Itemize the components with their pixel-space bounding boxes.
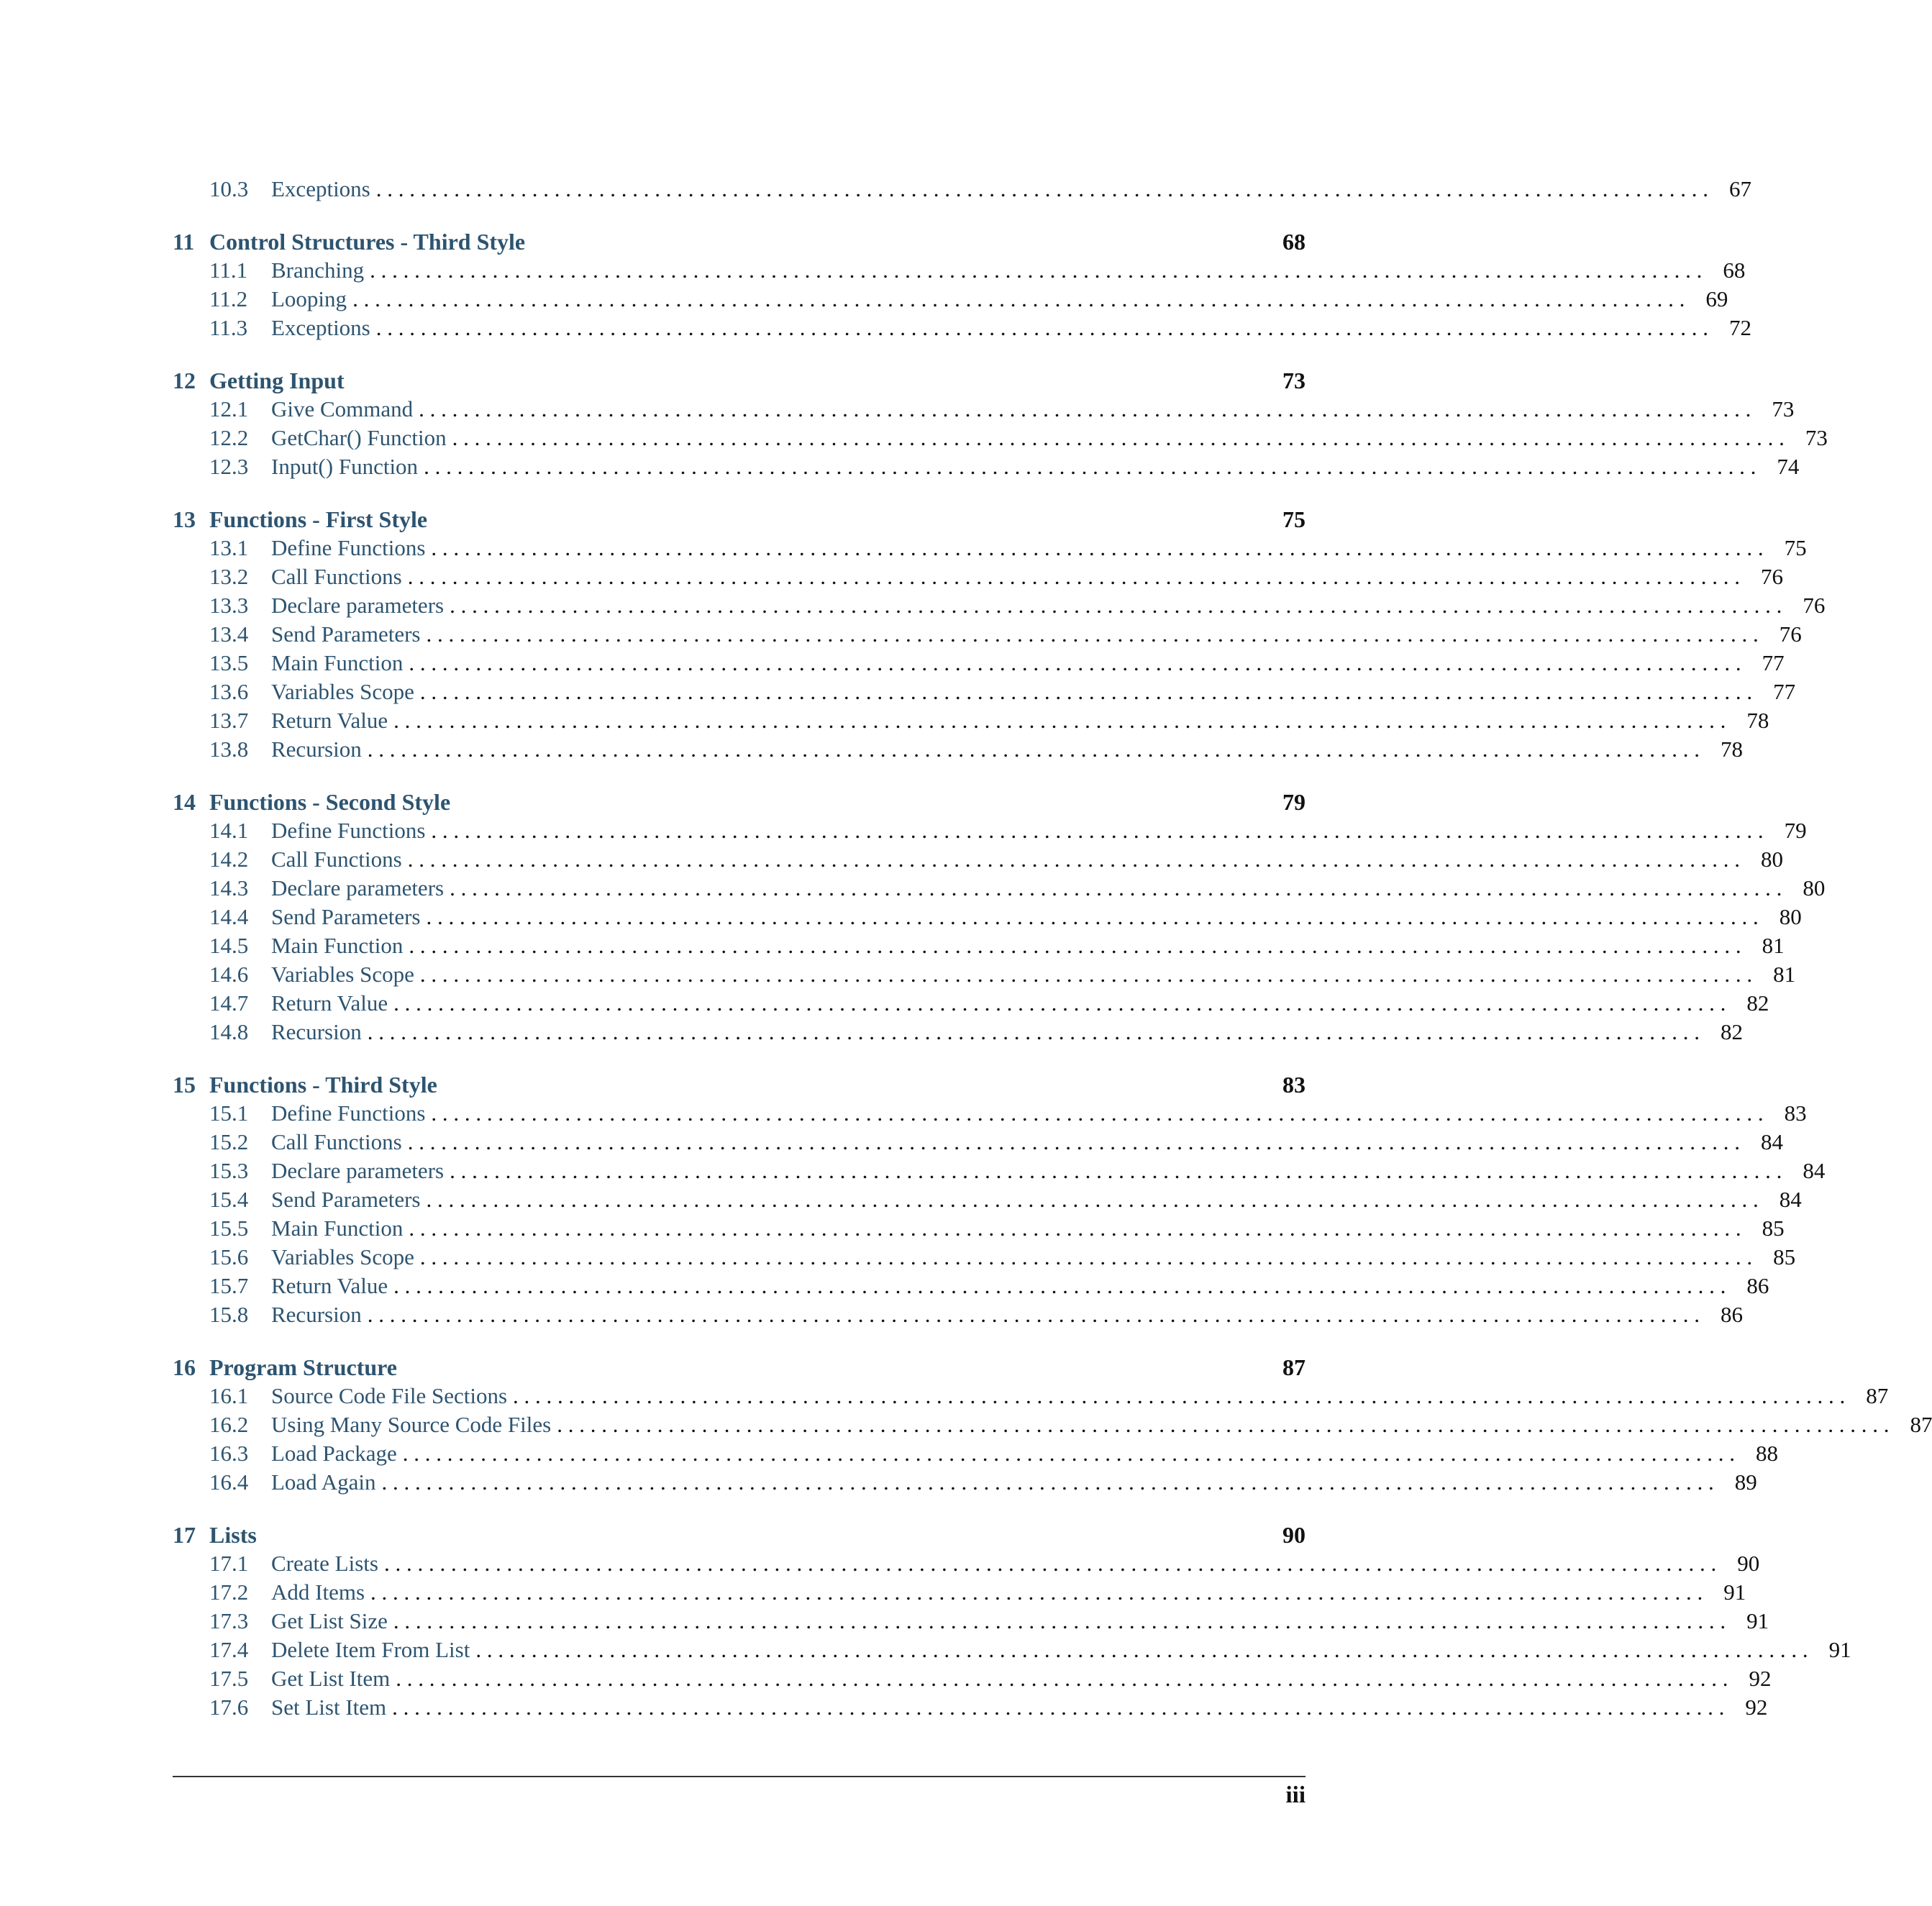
page-number-ref: 72 <box>1729 315 1751 340</box>
section-number[interactable]: 17.4 <box>209 1637 249 1662</box>
page-number-ref: 83 <box>1784 1100 1807 1126</box>
toc-section-entry[interactable] <box>173 816 1807 845</box>
page-number-ref: 88 <box>1755 1441 1778 1466</box>
section-number[interactable]: 13.7 <box>209 708 249 733</box>
section-title-link[interactable]: Declare parameters <box>271 593 445 618</box>
section-title-link[interactable]: Recursion <box>271 737 362 762</box>
section-number[interactable]: 11.3 <box>209 315 248 340</box>
page-number-ref: 85 <box>1762 1216 1785 1241</box>
page-number-ref: 77 <box>1773 679 1796 704</box>
section-title-link[interactable]: Create Lists <box>271 1551 378 1576</box>
section-title-link[interactable]: Set List Item <box>271 1695 387 1720</box>
toc-section-entry[interactable] <box>173 649 1785 678</box>
page-number-ref: 91 <box>1828 1637 1851 1662</box>
page-number: iii <box>1285 1782 1306 1808</box>
section-number[interactable]: 15.6 <box>209 1244 249 1269</box>
section-title-link[interactable]: Source Code File Sections <box>271 1383 508 1408</box>
toc-section-entry[interactable] <box>173 1185 1802 1214</box>
dot-leader: . . . . . . . . . . . . . . . . . . . . . . . . . . . . . . . . . . . . . . . . . . . . . . . . . . . . . . . . . . . . . . . . . . . . . . . . . . . . . . . . . . . . . . . . . . . . . . . . . . . . . . . . . . . . . . . . . . . . . . . . <box>409 1216 1741 1241</box>
section-title-link[interactable]: Load Package <box>271 1441 397 1466</box>
section-number[interactable]: 14.5 <box>209 933 249 958</box>
section-title-link[interactable]: Declare parameters <box>271 875 445 900</box>
section-number[interactable]: 16.3 <box>209 1441 249 1466</box>
toc-section-entry[interactable] <box>173 931 1785 960</box>
section-number[interactable]: 14.8 <box>209 1019 249 1044</box>
chapter-number[interactable]: 12 <box>173 368 196 393</box>
page-number-ref: 90 <box>1737 1551 1760 1576</box>
page-number-ref: 76 <box>1779 621 1802 647</box>
section-number[interactable]: 13.2 <box>209 564 249 589</box>
section-title-link[interactable]: Recursion <box>271 1302 362 1327</box>
section-number[interactable]: 15.7 <box>209 1273 249 1298</box>
section-number[interactable]: 11.1 <box>209 257 248 283</box>
section-title-link[interactable]: Send Parameters <box>271 1187 421 1212</box>
dot-leader: . . . . . . . . . . . . . . . . . . . . . . . . . . . . . . . . . . . . . . . . . . . . . . . . . . . . . . . . . . . . . . . . . . . . . . . . . . . . . . . . . . . . . . . . . . . . . . . . . . . . . . . . . . . . . . . . . . . . . . . . <box>407 1129 1740 1154</box>
page-number-ref: 81 <box>1773 962 1796 987</box>
section-number[interactable]: 17.6 <box>209 1695 249 1720</box>
section-title-link[interactable]: Main Function <box>271 650 404 675</box>
chapter-title-link[interactable]: Functions - First Style <box>209 506 428 532</box>
dot-leader: . . . . . . . . . . . . . . . . . . . . . . . . . . . . . . . . . . . . . . . . . . . . . . . . . . . . . . . . . . . . . . . . . . . . . . . . . . . . . . . . . . . . . . . . . . . . . . . . . . . . . . . . . . . . . . . . . . . . . . . . <box>375 176 1708 201</box>
dot-leader: . . . . . . . . . . . . . . . . . . . . . . . . . . . . . . . . . . . . . . . . . . . . . . . . . . . . . . . . . . . . . . . . . . . . . . . . . . . . . . . . . . . . . . . . . . . . . . . . . . . . . . . . . . . . . . . . . . . . . . . . <box>367 1302 1700 1327</box>
toc-section-entry[interactable] <box>173 1664 1772 1693</box>
page-number-ref: 84 <box>1779 1187 1802 1212</box>
section-number[interactable]: 16.4 <box>209 1469 249 1495</box>
chapter-title-link[interactable]: Control Structures - Third Style <box>209 229 526 255</box>
page-number-ref: 75 <box>1784 535 1807 560</box>
section-number[interactable]: 13.3 <box>209 593 249 618</box>
page-number-ref: 78 <box>1720 737 1743 762</box>
section-title-link[interactable]: Define Functions <box>271 535 426 560</box>
page-number-ref: 82 <box>1746 990 1769 1016</box>
chapter-title-link[interactable]: Functions - Second Style <box>209 789 451 815</box>
dot-leader: . . . . . . . . . . . . . . . . . . . . . . . . . . . . . . . . . . . . . . . . . . . . . . . . . . . . . . . . . . . . . . . . . . . . . . . . . . . . . . . . . . . . . . . . . . . . . . . . . . . . . . . . . . . . . . . . . . . . . . . . <box>367 737 1700 762</box>
chapter-number[interactable]: 13 <box>173 506 196 532</box>
toc-section-entry[interactable] <box>173 424 1828 452</box>
toc-section-entry[interactable] <box>173 1607 1769 1636</box>
page-number-ref: 87 <box>1866 1383 1889 1408</box>
section-title-link[interactable]: Main Function <box>271 1216 404 1241</box>
page-number-ref: 79 <box>1282 789 1306 815</box>
section-title-link[interactable]: Using Many Source Code Files <box>271 1412 552 1437</box>
toc-section-entry[interactable] <box>173 1549 1760 1578</box>
chapter-title-link[interactable]: Getting Input <box>209 368 345 393</box>
page-number-ref: 68 <box>1723 257 1746 283</box>
page-number-ref: 82 <box>1720 1019 1743 1044</box>
section-title-link[interactable]: Call Functions <box>271 1129 402 1154</box>
section-title-link[interactable]: Variables Scope <box>271 962 414 987</box>
toc-section-entry[interactable] <box>173 314 1751 342</box>
toc-section-entry[interactable] <box>173 591 1826 620</box>
dot-leader: . . . . . . . . . . . . . . . . . . . . . . . . . . . . . . . . . . . . . . . . . . . . . . . . . . . . . . . . . . . . . . . . . . . . . . . . . . . . . . . . . . . . . . . . . . . . . . . . . . . . . . . . . . . . . . . . . . . . . . . . <box>409 650 1741 675</box>
page-number-ref: 73 <box>1805 425 1828 450</box>
dot-leader: . . . . . . . . . . . . . . . . . . . . . . . . . . . . . . . . . . . . . . . . . . . . . . . . . . . . . . . . . . . . . . . . . . . . . . . . . . . . . . . . . . . . . . . . . . . . . . . . . . . . . . . . . . . . . . . . . . . . . . . . <box>452 425 1785 450</box>
section-title-link[interactable]: GetChar() Function <box>271 425 447 450</box>
page-number-ref: 80 <box>1779 904 1802 929</box>
dot-leader: . . . . . . . . . . . . . . . . . . . . . . . . . . . . . . . . . . . . . . . . . . . . . . . . . . . . . . . . . . . . . . . . . . . . . . . . . . . . . . . . . . . . . . . . . . . . . . . . . . . . . . . . . . . . . . . . . . . . . . . . <box>431 535 1764 560</box>
dot-leader: . . . . . . . . . . . . . . . . . . . . . . . . . . . . . . . . . . . . . . . . . . . . . . . . . . . . . . . . . . . . . . . . . . . . . . . . . . . . . . . . . . . . . . . . . . . . . . . . . . . . . . . . . . . . . . . . . . . . . . . . <box>419 679 1753 704</box>
toc-chapter-entry[interactable] <box>173 505 1306 534</box>
dot-leader: . . . . . . . . . . . . . . . . . . . . . . . . . . . . . . . . . . . . . . . . . . . . . . . . . . . . . . . . . . . . . . . . . . . . . . . . . . . . . . . . . . . . . . . . . . . . . . . . . . . . . . . . . . . . . . . . . . . . . . . . <box>431 1100 1764 1126</box>
dot-leader: . . . . . . . . . . . . . . . . . . . . . . . . . . . . . . . . . . . . . . . . . . . . . . . . . . . . . . . . . . . . . . . . . . . . . . . . . . . . . . . . . . . . . . . . . . . . . . . . . . . . . . . . . . . . . . . . . . . . . . . . <box>396 1666 1728 1691</box>
section-title-link[interactable]: Get List Size <box>271 1608 388 1633</box>
toc-section-entry[interactable] <box>173 1018 1743 1047</box>
dot-leader: . . . . . . . . . . . . . . . . . . . . . . . . . . . . . . . . . . . . . . . . . . . . . . . . . . . . . . . . . . . . . . . . . . . . . . . . . . . . . . . . . . . . . . . . . . . . . . . . . . . . . . . . . . . . . . . . . . . . . . . . <box>431 818 1764 843</box>
table-of-contents <box>173 175 1932 1722</box>
dot-leader: . . . . . . . . . . . . . . . . . . . . . . . . . . . . . . . . . . . . . . . . . . . . . . . . . . . . . . . . . . . . . . . . . . . . . . . . . . . . . . . . . . . . . . . . . . . . . . . . . . . . . . . . . . . . . . . . . . . . . . . . <box>381 1469 1714 1495</box>
section-number[interactable]: 14.2 <box>209 847 249 872</box>
toc-section-entry[interactable] <box>173 903 1802 931</box>
toc-section-entry[interactable] <box>173 285 1728 314</box>
dot-leader: . . . . . . . . . . . . . . . . . . . . . . . . . . . . . . . . . . . . . . . . . . . . . . . . . . . . . . . . . . . . . . . . . . . . . . . . . . . . . . . . . . . . . . . . . . . . . . . . . . . . . . . . . . . . . . . . . . . . . . . . <box>392 1695 1725 1720</box>
section-title-link[interactable]: Variables Scope <box>271 1244 414 1269</box>
dot-leader: . . . . . . . . . . . . . . . . . . . . . . . . . . . . . . . . . . . . . . . . . . . . . . . . . . . . . . . . . . . . . . . . . . . . . . . . . . . . . . . . . . . . . . . . . . . . . . . . . . . . . . . . . . . . . . . . . . . . . . . . <box>450 1158 1782 1183</box>
chapter-number[interactable]: 16 <box>173 1354 196 1380</box>
chapter-number[interactable]: 11 <box>173 229 195 255</box>
page-number-ref: 77 <box>1762 650 1785 675</box>
dot-leader: . . . . . . . . . . . . . . . . . . . . . . . . . . . . . . . . . . . . . . . . . . . . . . . . . . . . . . . . . . . . . . . . . . . . . . . . . . . . . . . . . . . . . . . . . . . . . . . . . . . . . . . . . . . . . . . . . . . . . . . . <box>393 1273 1726 1298</box>
section-title-link[interactable]: Declare parameters <box>271 1158 445 1183</box>
toc-section-entry[interactable] <box>173 1439 1778 1468</box>
dot-leader: . . . . . . . . . . . . . . . . . . . . . . . . . . . . . . . . . . . . . . . . . . . . . . . . . . . . . . . . . . . . . . . . . . . . . . . . . . . . . . . . . . . . . . . . . . . . . . . . . . . . . . . . . . . . . . . . . . . . . . . . <box>426 904 1759 929</box>
dot-leader: . . . . . . . . . . . . . . . . . . . . . . . . . . . . . . . . . . . . . . . . . . . . . . . . . . . . . . . . . . . . . . . . . . . . . . . . . . . . . . . . . . . . . . . . . . . . . . . . . . . . . . . . . . . . . . . . . . . . . . . . <box>407 847 1740 872</box>
toc-chapter-entry[interactable] <box>173 366 1306 395</box>
section-number[interactable]: 13.1 <box>209 535 249 560</box>
section-title-link[interactable]: Add Items <box>271 1579 365 1605</box>
toc-section-entry[interactable] <box>173 452 1800 481</box>
section-title-link[interactable]: Return Value <box>271 990 388 1016</box>
toc-section-entry[interactable] <box>173 845 1783 874</box>
section-title-link[interactable]: Define Functions <box>271 1100 426 1126</box>
page-number-ref: 67 <box>1729 176 1751 201</box>
dot-leader: . . . . . . . . . . . . . . . . . . . . . . . . . . . . . . . . . . . . . . . . . . . . . . . . . . . . . . . . . . . . . . . . . . . . . . . . . . . . . . . . . . . . . . . . . . . . . . . . . . . . . . . . . . . . . . . . . . . . . . . . <box>393 990 1726 1016</box>
section-number[interactable]: 10.3 <box>209 176 249 201</box>
page-number-ref: 68 <box>1282 229 1306 255</box>
toc-section-entry[interactable] <box>173 1272 1769 1300</box>
dot-leader: . . . . . . . . . . . . . . . . . . . . . . . . . . . . . . . . . . . . . . . . . . . . . . . . . . . . . . . . . . . . . . . . . . . . . . . . . . . . . . . . . . . . . . . . . . . . . . . . . . . . . . . . . . . . . . . . . . . . . . . . <box>557 1412 1890 1437</box>
section-title-link[interactable]: Define Functions <box>271 818 426 843</box>
section-number[interactable]: 15.4 <box>209 1187 249 1212</box>
dot-leader: . . . . . . . . . . . . . . . . . . . . . . . . . . . . . . . . . . . . . . . . . . . . . . . . . . . . . . . . . . . . . . . . . . . . . . . . . . . . . . . . . . . . . . . . . . . . . . . . . . . . . . . . . . . . . . . . . . . . . . . . <box>426 1187 1759 1212</box>
dot-leader: . . . . . . . . . . . . . . . . . . . . . . . . . . . . . . . . . . . . . . . . . . . . . . . . . . . . . . . . . . . . . . . . . . . . . . . . . . . . . . . . . . . . . . . . . . . . . . . . . . . . . . . . . . . . . . . . . . . . . . . . <box>409 933 1741 958</box>
page-number-ref: 87 <box>1910 1412 1932 1437</box>
page-number-ref: 87 <box>1282 1354 1306 1380</box>
toc-section-entry[interactable] <box>173 175 1751 204</box>
page-number-ref: 90 <box>1282 1522 1306 1548</box>
chapter-number[interactable]: 14 <box>173 789 196 815</box>
toc-section-entry[interactable] <box>173 1099 1807 1128</box>
section-title-link[interactable]: Variables Scope <box>271 679 414 704</box>
page-number-ref: 74 <box>1777 454 1800 479</box>
section-number[interactable]: 15.2 <box>209 1129 249 1154</box>
page-number-ref: 84 <box>1760 1129 1783 1154</box>
section-number[interactable]: 15.5 <box>209 1216 249 1241</box>
dot-leader: . . . . . . . . . . . . . . . . . . . . . . . . . . . . . . . . . . . . . . . . . . . . . . . . . . . . . . . . . . . . . . . . . . . . . . . . . . . . . . . . . . . . . . . . . . . . . . . . . . . . . . . . . . . . . . . . . . . . . . . . <box>370 257 1703 283</box>
footer-rule <box>173 1776 1306 1777</box>
section-number[interactable]: 14.1 <box>209 818 249 843</box>
chapter-number[interactable]: 17 <box>173 1522 196 1548</box>
section-number[interactable]: 17.2 <box>209 1579 249 1605</box>
page-number-ref: 92 <box>1749 1666 1772 1691</box>
toc-section-entry[interactable] <box>173 620 1802 649</box>
section-number[interactable]: 14.3 <box>209 875 249 900</box>
page-number-ref: 91 <box>1746 1608 1769 1633</box>
section-number[interactable]: 15.8 <box>209 1302 249 1327</box>
dot-leader: . . . . . . . . . . . . . . . . . . . . . . . . . . . . . . . . . . . . . . . . . . . . . . . . . . . . . . . . . . . . . . . . . . . . . . . . . . . . . . . . . . . . . . . . . . . . . . . . . . . . . . . . . . . . . . . . . . . . . . . . <box>383 1551 1717 1576</box>
page-number-ref: 75 <box>1282 506 1306 532</box>
section-number[interactable]: 15.3 <box>209 1158 249 1183</box>
toc-section-entry[interactable] <box>173 735 1743 764</box>
toc-section-entry[interactable] <box>173 256 1746 285</box>
section-title-link[interactable]: Looping <box>271 286 347 311</box>
page-number-ref: 83 <box>1282 1072 1306 1098</box>
toc-section-entry[interactable] <box>173 960 1796 989</box>
dot-leader: . . . . . . . . . . . . . . . . . . . . . . . . . . . . . . . . . . . . . . . . . . . . . . . . . . . . . . . . . . . . . . . . . . . . . . . . . . . . . . . . . . . . . . . . . . . . . . . . . . . . . . . . . . . . . . . . . . . . . . . . <box>450 593 1782 618</box>
dot-leader: . . . . . . . . . . . . . . . . . . . . . . . . . . . . . . . . . . . . . . . . . . . . . . . . . . . . . . . . . . . . . . . . . . . . . . . . . . . . . . . . . . . . . . . . . . . . . . . . . . . . . . . . . . . . . . . . . . . . . . . . <box>426 621 1759 647</box>
section-number[interactable]: 13.4 <box>209 621 249 647</box>
toc-section-entry[interactable] <box>173 562 1783 591</box>
chapter-number[interactable]: 15 <box>173 1072 196 1098</box>
section-title-link[interactable]: Exceptions <box>271 176 370 201</box>
section-number[interactable]: 17.3 <box>209 1608 249 1633</box>
toc-section-entry[interactable] <box>173 1243 1796 1272</box>
page-number-ref: 86 <box>1720 1302 1743 1327</box>
toc-section-entry[interactable] <box>173 989 1769 1018</box>
section-title-link[interactable]: Load Again <box>271 1469 376 1495</box>
toc-section-entry[interactable] <box>173 1382 1889 1410</box>
dot-leader: . . . . . . . . . . . . . . . . . . . . . . . . . . . . . . . . . . . . . . . . . . . . . . . . . . . . . . . . . . . . . . . . . . . . . . . . . . . . . . . . . . . . . . . . . . . . . . . . . . . . . . . . . . . . . . . . . . . . . . . . <box>407 564 1740 589</box>
dot-leader: . . . . . . . . . . . . . . . . . . . . . . . . . . . . . . . . . . . . . . . . . . . . . . . . . . . . . . . . . . . . . . . . . . . . . . . . . . . . . . . . . . . . . . . . . . . . . . . . . . . . . . . . . . . . . . . . . . . . . . . . <box>393 1608 1726 1633</box>
dot-leader: . . . . . . . . . . . . . . . . . . . . . . . . . . . . . . . . . . . . . . . . . . . . . . . . . . . . . . . . . . . . . . . . . . . . . . . . . . . . . . . . . . . . . . . . . . . . . . . . . . . . . . . . . . . . . . . . . . . . . . . . <box>424 454 1756 479</box>
section-title-link[interactable]: Exceptions <box>271 315 370 340</box>
toc-section-entry[interactable] <box>173 534 1807 562</box>
dot-leader: . . . . . . . . . . . . . . . . . . . . . . . . . . . . . . . . . . . . . . . . . . . . . . . . . . . . . . . . . . . . . . . . . . . . . . . . . . . . . . . . . . . . . . . . . . . . . . . . . . . . . . . . . . . . . . . . . . . . . . . . <box>375 315 1708 340</box>
section-number[interactable]: 12.1 <box>209 396 249 421</box>
section-title-link[interactable]: Return Value <box>271 1273 388 1298</box>
toc-section-entry[interactable] <box>173 1578 1746 1607</box>
page-number-ref: 80 <box>1803 875 1826 900</box>
section-number[interactable]: 11.2 <box>209 286 248 311</box>
section-title-link[interactable]: Give Command <box>271 396 414 421</box>
dot-leader: . . . . . . . . . . . . . . . . . . . . . . . . . . . . . . . . . . . . . . . . . . . . . . . . . . . . . . . . . . . . . . . . . . . . . . . . . . . . . . . . . . . . . . . . . . . . . . . . . . . . . . . . . . . . . . . . . . . . . . . . <box>475 1637 1808 1662</box>
page-number-ref: 92 <box>1745 1695 1768 1720</box>
toc-section-entry[interactable] <box>173 1157 1826 1185</box>
page-number-ref: 78 <box>1746 708 1769 733</box>
page-number-ref: 81 <box>1762 933 1785 958</box>
toc-chapter-entry[interactable] <box>173 227 1306 256</box>
page-number-ref: 86 <box>1746 1273 1769 1298</box>
page-number-ref: 91 <box>1723 1579 1746 1605</box>
page-number-ref: 80 <box>1760 847 1783 872</box>
toc-section-entry[interactable] <box>173 1214 1785 1243</box>
toc-chapter-entry[interactable] <box>173 788 1306 816</box>
page-number-ref: 76 <box>1760 564 1783 589</box>
page-number-ref: 79 <box>1784 818 1807 843</box>
section-number[interactable]: 17.5 <box>209 1666 249 1691</box>
dot-leader: . . . . . . . . . . . . . . . . . . . . . . . . . . . . . . . . . . . . . . . . . . . . . . . . . . . . . . . . . . . . . . . . . . . . . . . . . . . . . . . . . . . . . . . . . . . . . . . . . . . . . . . . . . . . . . . . . . . . . . . . <box>367 1019 1700 1044</box>
section-number[interactable]: 16.2 <box>209 1412 249 1437</box>
page-number-ref: 89 <box>1734 1469 1757 1495</box>
section-title-link[interactable]: Input() Function <box>271 454 419 479</box>
page-number-ref: 73 <box>1772 396 1795 421</box>
toc-section-entry[interactable] <box>173 874 1826 903</box>
dot-leader: . . . . . . . . . . . . . . . . . . . . . . . . . . . . . . . . . . . . . . . . . . . . . . . . . . . . . . . . . . . . . . . . . . . . . . . . . . . . . . . . . . . . . . . . . . . . . . . . . . . . . . . . . . . . . . . . . . . . . . . . <box>450 875 1782 900</box>
chapter-title-link[interactable]: Program Structure <box>209 1354 397 1380</box>
section-number[interactable]: 12.3 <box>209 454 249 479</box>
dot-leader: . . . . . . . . . . . . . . . . . . . . . . . . . . . . . . . . . . . . . . . . . . . . . . . . . . . . . . . . . . . . . . . . . . . . . . . . . . . . . . . . . . . . . . . . . . . . . . . . . . . . . . . . . . . . . . . . . . . . . . . . <box>419 396 1751 421</box>
toc-section-entry[interactable] <box>173 1128 1783 1157</box>
page-number-ref: 76 <box>1803 593 1826 618</box>
toc-section-entry[interactable] <box>173 395 1795 424</box>
section-title-link[interactable]: Call Functions <box>271 564 402 589</box>
section-title-link[interactable]: Main Function <box>271 933 404 958</box>
section-title-link[interactable]: Recursion <box>271 1019 362 1044</box>
section-title-link[interactable]: Send Parameters <box>271 904 421 929</box>
section-number[interactable]: 13.6 <box>209 679 249 704</box>
dot-leader: . . . . . . . . . . . . . . . . . . . . . . . . . . . . . . . . . . . . . . . . . . . . . . . . . . . . . . . . . . . . . . . . . . . . . . . . . . . . . . . . . . . . . . . . . . . . . . . . . . . . . . . . . . . . . . . . . . . . . . . . <box>370 1579 1703 1605</box>
page-number-ref: 73 <box>1282 368 1306 393</box>
section-number[interactable]: 16.1 <box>209 1383 249 1408</box>
toc-section-entry[interactable] <box>173 1410 1932 1439</box>
toc-chapter-entry[interactable] <box>173 1520 1306 1549</box>
section-number[interactable]: 15.1 <box>209 1100 249 1126</box>
page-number-ref: 85 <box>1773 1244 1796 1269</box>
toc-section-entry[interactable] <box>173 1300 1743 1329</box>
section-title-link[interactable]: Get List Item <box>271 1666 391 1691</box>
section-number[interactable]: 13.8 <box>209 737 249 762</box>
dot-leader: . . . . . . . . . . . . . . . . . . . . . . . . . . . . . . . . . . . . . . . . . . . . . . . . . . . . . . . . . . . . . . . . . . . . . . . . . . . . . . . . . . . . . . . . . . . . . . . . . . . . . . . . . . . . . . . . . . . . . . . . <box>419 962 1753 987</box>
chapter-title-link[interactable]: Functions - Third Style <box>209 1072 437 1098</box>
dot-leader: . . . . . . . . . . . . . . . . . . . . . . . . . . . . . . . . . . . . . . . . . . . . . . . . . . . . . . . . . . . . . . . . . . . . . . . . . . . . . . . . . . . . . . . . . . . . . . . . . . . . . . . . . . . . . . . . . . . . . . . . <box>419 1244 1753 1269</box>
section-title-link[interactable]: Call Functions <box>271 847 402 872</box>
toc-section-entry[interactable] <box>173 706 1769 735</box>
section-title-link[interactable]: Delete Item From List <box>271 1637 470 1662</box>
section-number[interactable]: 13.5 <box>209 650 249 675</box>
toc-section-entry[interactable] <box>173 1636 1851 1664</box>
chapter-title-link[interactable]: Lists <box>209 1522 257 1548</box>
section-number[interactable]: 14.6 <box>209 962 249 987</box>
section-number[interactable]: 14.7 <box>209 990 249 1016</box>
section-number[interactable]: 17.1 <box>209 1551 249 1576</box>
dot-leader: . . . . . . . . . . . . . . . . . . . . . . . . . . . . . . . . . . . . . . . . . . . . . . . . . . . . . . . . . . . . . . . . . . . . . . . . . . . . . . . . . . . . . . . . . . . . . . . . . . . . . . . . . . . . . . . . . . . . . . . . <box>513 1383 1846 1408</box>
section-title-link[interactable]: Branching <box>271 257 365 283</box>
section-number[interactable]: 14.4 <box>209 904 249 929</box>
dot-leader: . . . . . . . . . . . . . . . . . . . . . . . . . . . . . . . . . . . . . . . . . . . . . . . . . . . . . . . . . . . . . . . . . . . . . . . . . . . . . . . . . . . . . . . . . . . . . . . . . . . . . . . . . . . . . . . . . . . . . . . . <box>393 708 1726 733</box>
dot-leader: . . . . . . . . . . . . . . . . . . . . . . . . . . . . . . . . . . . . . . . . . . . . . . . . . . . . . . . . . . . . . . . . . . . . . . . . . . . . . . . . . . . . . . . . . . . . . . . . . . . . . . . . . . . . . . . . . . . . . . . . <box>352 286 1685 311</box>
page-number-ref: 69 <box>1705 286 1728 311</box>
section-title-link[interactable]: Return Value <box>271 708 388 733</box>
section-number[interactable]: 12.2 <box>209 425 249 450</box>
page-number-ref: 84 <box>1803 1158 1826 1183</box>
section-title-link[interactable]: Send Parameters <box>271 621 421 647</box>
toc-section-entry[interactable] <box>173 1693 1768 1722</box>
toc-section-entry[interactable] <box>173 678 1796 706</box>
toc-chapter-entry[interactable] <box>173 1070 1306 1099</box>
toc-chapter-entry[interactable] <box>173 1353 1306 1382</box>
toc-section-entry[interactable] <box>173 1468 1757 1497</box>
dot-leader: . . . . . . . . . . . . . . . . . . . . . . . . . . . . . . . . . . . . . . . . . . . . . . . . . . . . . . . . . . . . . . . . . . . . . . . . . . . . . . . . . . . . . . . . . . . . . . . . . . . . . . . . . . . . . . . . . . . . . . . . <box>402 1441 1735 1466</box>
